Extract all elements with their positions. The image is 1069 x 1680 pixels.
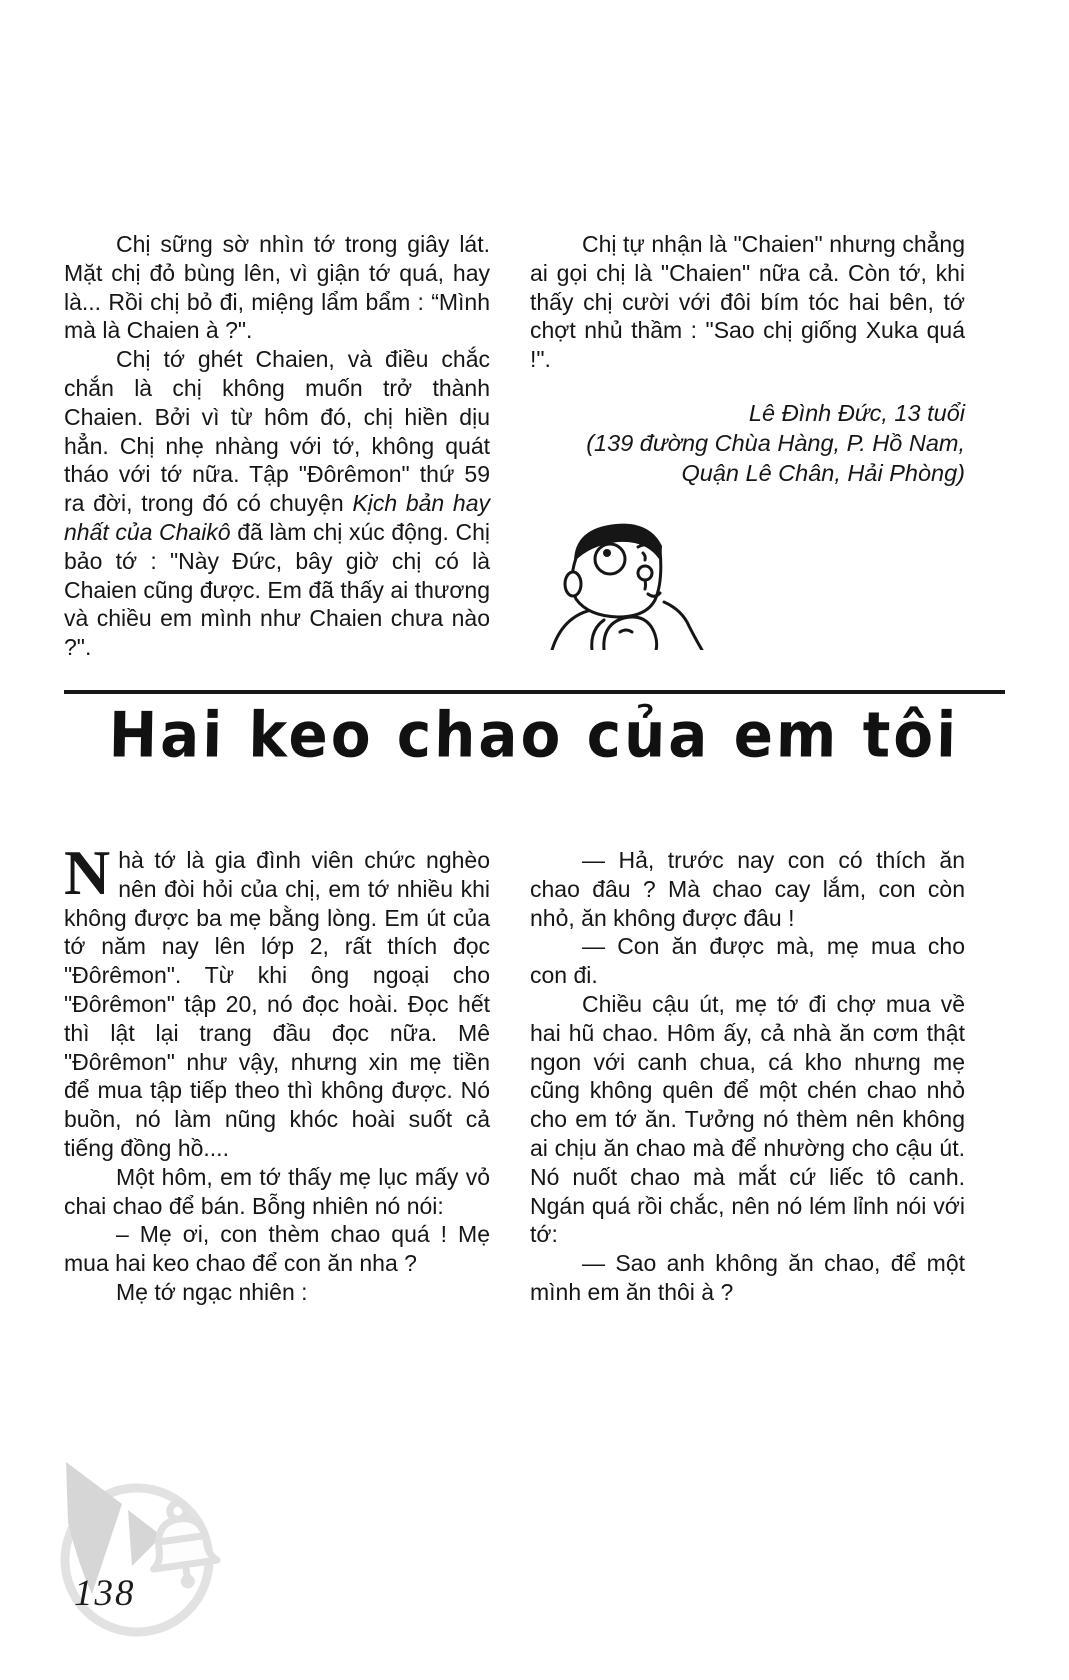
story-title: Hai keo chao của em tôi bbox=[108, 698, 960, 772]
letter-paragraph-2-text: Chị tớ ghét Chaien, và điều chắc chắn là chị không muốn trở thành Chaien. Bởi vì từ hôm đó, chị hiền dịu hẳn. Chị nhẹ nhàng với tớ, không quát tháo với tớ nữa. Tập "Đôrêmon" thứ 59 ra đời, trong đó có chuyện bbox=[64, 346, 490, 517]
attribution bbox=[530, 398, 965, 488]
story-dialogue-2: — Hả, trước nay con có thích ăn chao đâu ? Mà chao cay lắm, con còn nhỏ, ăn không được đâu ! bbox=[530, 847, 965, 931]
story-paragraph-4: Chiều cậu út, mẹ tớ đi chợ mua về hai hũ chao. Hôm ấy, cả nhà ăn cơm thật ngon với canh chua, cá kho nhưng mẹ cũng không quên để một chén chao nhỏ cho em tớ ăn. Tưởng nó thèm nên không ai chịu ăn chao mà để nhường cho cậu út. Nó nuốt chao mà mắt cứ liếc tô canh. Ngán quá rồi chắc, nên nó lém lỉnh nói với tớ: bbox=[530, 990, 965, 1248]
story-section bbox=[64, 837, 1005, 1307]
author-address-line-2: Quận Lê Chân, Hải Phòng) bbox=[681, 459, 965, 486]
story-paragraph-1 bbox=[64, 837, 490, 1163]
story-paragraph-1-text: hà tớ là gia đình viên chức nghèo nên đòi hỏi của chị, em tớ nhiều khi không được ba mẹ bằng lòng. Em út của tớ năm nay lên lớp 2, rất thích đọc "Đôrêmon". Từ khi ông ngoại cho "Đôrêmon" tập 20, nó đọc hoài. Đọc hết thì lật lại trang đầu đọc nữa. Mê "Đôrêmon" như vậy, nhưng xin mẹ tiền để mua tập tiếp theo thì không được. Nó buồn, nó làm nũng khóc hoài suốt cả tiếng đồng hồ.... bbox=[64, 847, 490, 1161]
story-name-italic: Kịch bản hay nhất của Chaikô bbox=[64, 490, 490, 545]
letter-paragraph-3: Chị tự nhận là "Chaien" nhưng chẳng ai gọi chị là "Chaien" nữa cả. Còn tớ, khi thấy chị cười với đôi bím tóc hai bên, tớ chợt nhủ thầm : "Sao chị giống Xuka quá !". bbox=[530, 231, 965, 373]
letter-paragraph-2 bbox=[64, 345, 490, 662]
thinking-boy-cartoon bbox=[546, 510, 706, 650]
story-dialogue-3: — Con ăn được mà, mẹ mua cho con đi. bbox=[530, 933, 965, 989]
author-address-line-1: (139 đường Chùa Hàng, P. Hồ Nam, bbox=[586, 429, 965, 456]
drop-cap: N bbox=[64, 837, 111, 908]
story-dialogue-1: – Mẹ ơi, con thèm chao quá ! Mẹ mua hai keo chao để con ăn nha ? bbox=[64, 1221, 490, 1277]
story-paragraph-3: Mẹ tớ ngạc nhiên : bbox=[116, 1278, 308, 1305]
section-divider bbox=[64, 690, 1005, 694]
story-dialogue-4: — Sao anh không ăn chao, để một mình em ăn thôi à ? bbox=[530, 1250, 965, 1305]
letter-section bbox=[64, 230, 1005, 662]
letter-paragraph-2-text-end: đã làm chị xúc động. Chị bảo tớ : "Này Đức, bây giờ chị có là Chaien cũng được. Em đã thấy ai thương và chiều em mình như Chaien chưa nào ?". bbox=[64, 518, 490, 661]
page-number: 138 bbox=[74, 1573, 136, 1614]
story-right-column bbox=[530, 846, 965, 1307]
letter-paragraph-1: Chị sững sờ nhìn tớ trong giây lát. Mặt chị đỏ bùng lên, vì giận tớ quá, hay là... Rồi chị bỏ đi, miệng lẩm bẩm : “Mình mà là Chaien à ?". bbox=[64, 231, 490, 344]
author-name: Lê Đình Đức, 13 tuổi bbox=[748, 399, 965, 426]
letter-left-column bbox=[64, 230, 490, 662]
story-left-column bbox=[64, 837, 490, 1307]
doraemon-bell-watermark-icon bbox=[42, 1452, 237, 1642]
story-paragraph-2: Một hôm, em tớ thấy mẹ lục mấy vỏ chai chao để bán. Bỗng nhiên nó nói: bbox=[64, 1163, 490, 1219]
